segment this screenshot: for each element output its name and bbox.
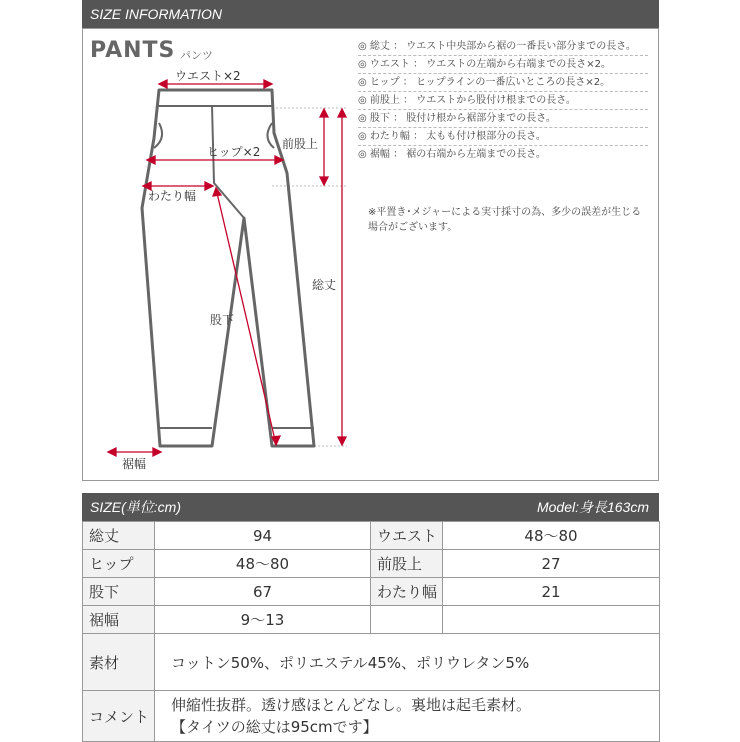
model-height-label: Model:身長163cm	[536, 499, 649, 515]
table-row	[83, 550, 660, 578]
key-comment: コメント	[83, 691, 155, 742]
key-inseam: 股下	[83, 578, 155, 606]
note-waist: ◎ ウエスト ： ウエストの左端から右端までの長さ×2。	[358, 56, 648, 74]
value-total-length: 94	[155, 522, 371, 550]
table-row-material	[83, 634, 660, 691]
hem-arrow-head-right	[153, 448, 161, 456]
label-length: 総丈	[312, 278, 337, 292]
label-rise: 前股上	[282, 137, 319, 151]
label-inseam: 股下	[210, 313, 235, 327]
size-table	[82, 521, 660, 742]
note-inseam: ◎ 股下 ： 股付け根から裾部分までの長さ。	[358, 110, 648, 128]
waist-arrow-head-right	[264, 80, 272, 88]
label-hip: ヒップ×2	[207, 145, 261, 159]
table-row	[83, 578, 660, 606]
label-waist: ウエスト×2	[175, 69, 241, 83]
value-waist: 48〜80	[443, 522, 660, 550]
rise-arrow-head-top	[320, 109, 328, 117]
size-table-header	[82, 493, 659, 521]
label-thigh: わたり幅	[148, 189, 197, 203]
comment-line-1: 伸縮性抜群。透け感ほとんどなし。裏地は起毛素材。	[171, 696, 532, 714]
key-material: 素材	[83, 634, 155, 691]
thigh-arrow-head-right	[205, 182, 213, 190]
value-thigh: 21	[443, 578, 660, 606]
value-hem: 9〜13	[155, 606, 371, 634]
key-thigh: わたり幅	[371, 578, 443, 606]
measurement-disclaimer: ※平置き･メジャーによる実寸採寸の為、多少の誤差が生じる場合がございます。	[368, 207, 642, 233]
empty-key-cell	[371, 606, 443, 634]
table-row	[83, 522, 660, 550]
value-material: コットン50%、ポリエステル45%、ポリウレタン5%	[155, 634, 660, 691]
value-inseam: 67	[155, 578, 371, 606]
key-rise: 前股上	[371, 550, 443, 578]
empty-value-cell	[443, 606, 660, 634]
value-comment	[155, 691, 660, 742]
measurement-notes	[358, 38, 648, 163]
waist-arrow-head-left	[159, 80, 167, 88]
note-thigh: ◎ わたり幅 ： 太もも付け根部分の長さ。	[358, 128, 648, 146]
table-row	[83, 606, 660, 634]
note-rise: ◎ 前股上 ： ウエストから股付け根までの長さ。	[358, 92, 648, 110]
size-unit-label: SIZE(単位:cm)	[90, 499, 181, 515]
key-waist: ウエスト	[371, 522, 443, 550]
label-hem: 裾幅	[122, 457, 147, 471]
table-row-comment	[83, 691, 660, 742]
value-hip: 48〜80	[155, 550, 371, 578]
rise-arrow-head-bottom	[320, 177, 328, 185]
key-hem: 裾幅	[83, 606, 155, 634]
fly-line	[212, 106, 244, 218]
length-arrow-head-bottom	[338, 437, 346, 445]
note-length: ◎ 総丈 ： ウエスト中央部から裾の一番長い部分までの長さ。	[358, 38, 648, 56]
key-total-length: 総丈	[83, 522, 155, 550]
value-rise: 27	[443, 550, 660, 578]
comment-line-2: 【タイツの総丈は95cmです】	[171, 718, 378, 736]
key-hip: ヒップ	[83, 550, 155, 578]
pants-subtitle: パンツ	[180, 49, 213, 62]
pants-title: PANTS	[90, 38, 176, 63]
note-hip: ◎ ヒップ ： ヒップラインの一番広いところの長さ×2。	[358, 74, 648, 92]
length-arrow-head-top	[338, 109, 346, 117]
note-hem: ◎ 裾幅 ： 裾の右端から左端までの長さ。	[358, 149, 546, 160]
size-information-header: SIZE INFORMATION	[82, 0, 659, 28]
hem-arrow-head-left	[108, 448, 116, 456]
